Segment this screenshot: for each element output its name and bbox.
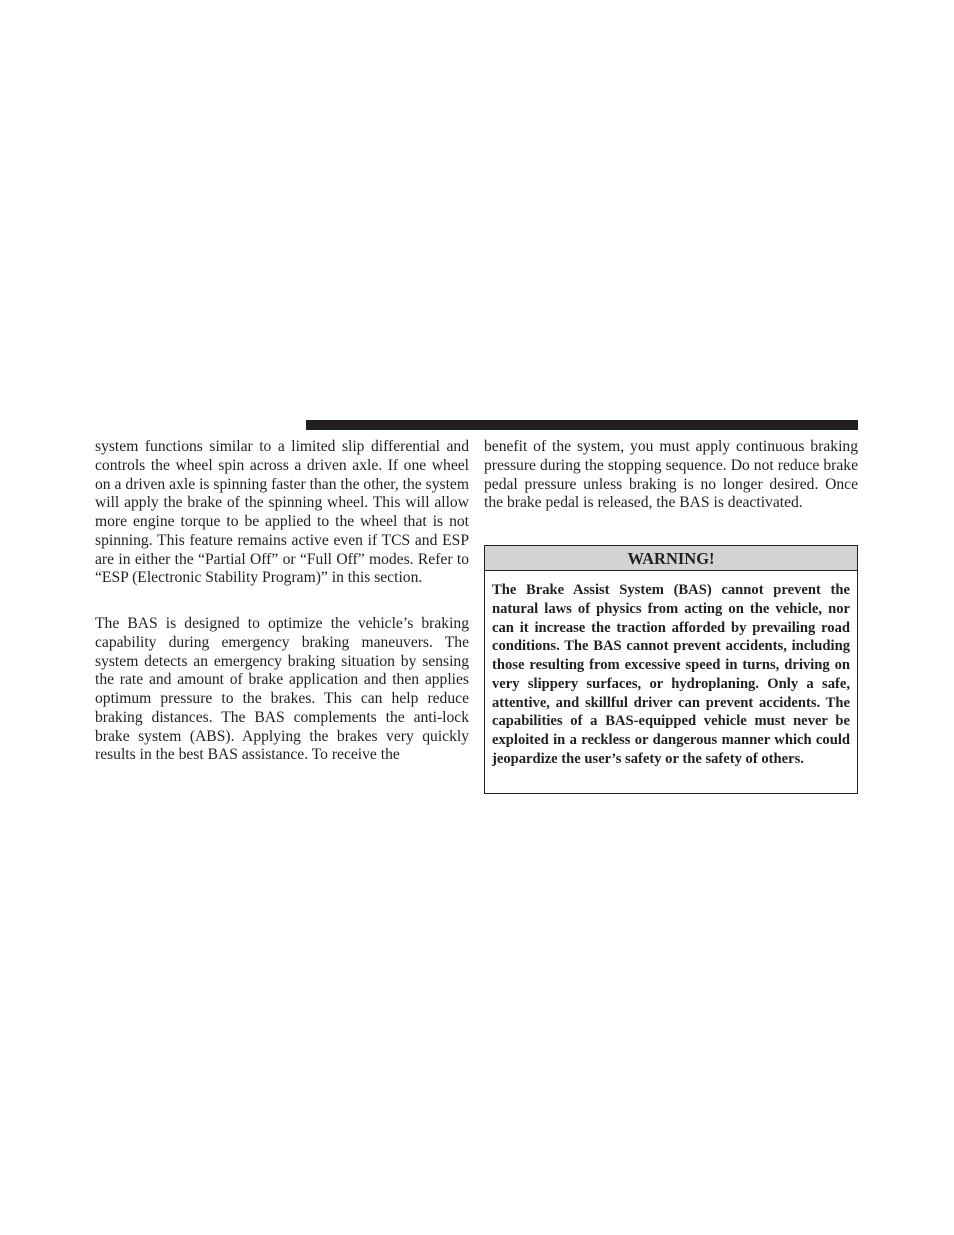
warning-text: The Brake Assist System (BAS) cannot prevent the natural laws of physics from acting on the vehicle, nor can it increase the traction afforded by prevailing road conditions. The BAS cannot prevent accidents, including those resulting from excessive speed in turns, driving on very slippery surfaces, or hydroplaning. Only a safe, attentive, and skillful driver can prevent accidents. The capabilities of a BAS-equipped vehicle must never be exploited in a reckless or dangerous manner which could jeopardize the user’s safety or the safety of others. xyxy=(492,582,850,767)
paragraph-bas: The BAS is designed to optimize the vehicle’s braking capability during emergency braking maneuvers. The system detects an emergency braking situation by sensing the rate and amount of brake application and then applies optimum pressure to the brakes. This can help reduce braking distances. The BAS complements the anti-lock brake system (ABS). Applying the brakes very quickly results in the best BAS assistance. To receive the xyxy=(95,615,469,764)
section-header-bar xyxy=(306,420,858,430)
paragraph-bas-continued: benefit of the system, you must apply continuous braking pressure during the stopping sequence. Do not reduce brake pedal pressure unless braking is no longer desired. Once the brake pedal is released, the BAS is deactivated. xyxy=(484,438,858,512)
paragraph-tcs: system functions similar to a limited slip differential and controls the wheel spin across a driven axle. If one wheel on a driven axle is spinning faster than the other, the system will apply the brake of the spinning wheel. This will allow more engine torque to be applied to the wheel that is not spinning. This feature remains active even if TCS and ESP are in either the “Partial Off” or “Full Off” modes. Refer to “ESP (Electronic Stability Program)” in this section. xyxy=(95,438,469,587)
left-column xyxy=(95,438,469,765)
warning-box xyxy=(484,545,858,794)
right-column xyxy=(484,438,858,513)
warning-title: WARNING! xyxy=(485,546,857,571)
